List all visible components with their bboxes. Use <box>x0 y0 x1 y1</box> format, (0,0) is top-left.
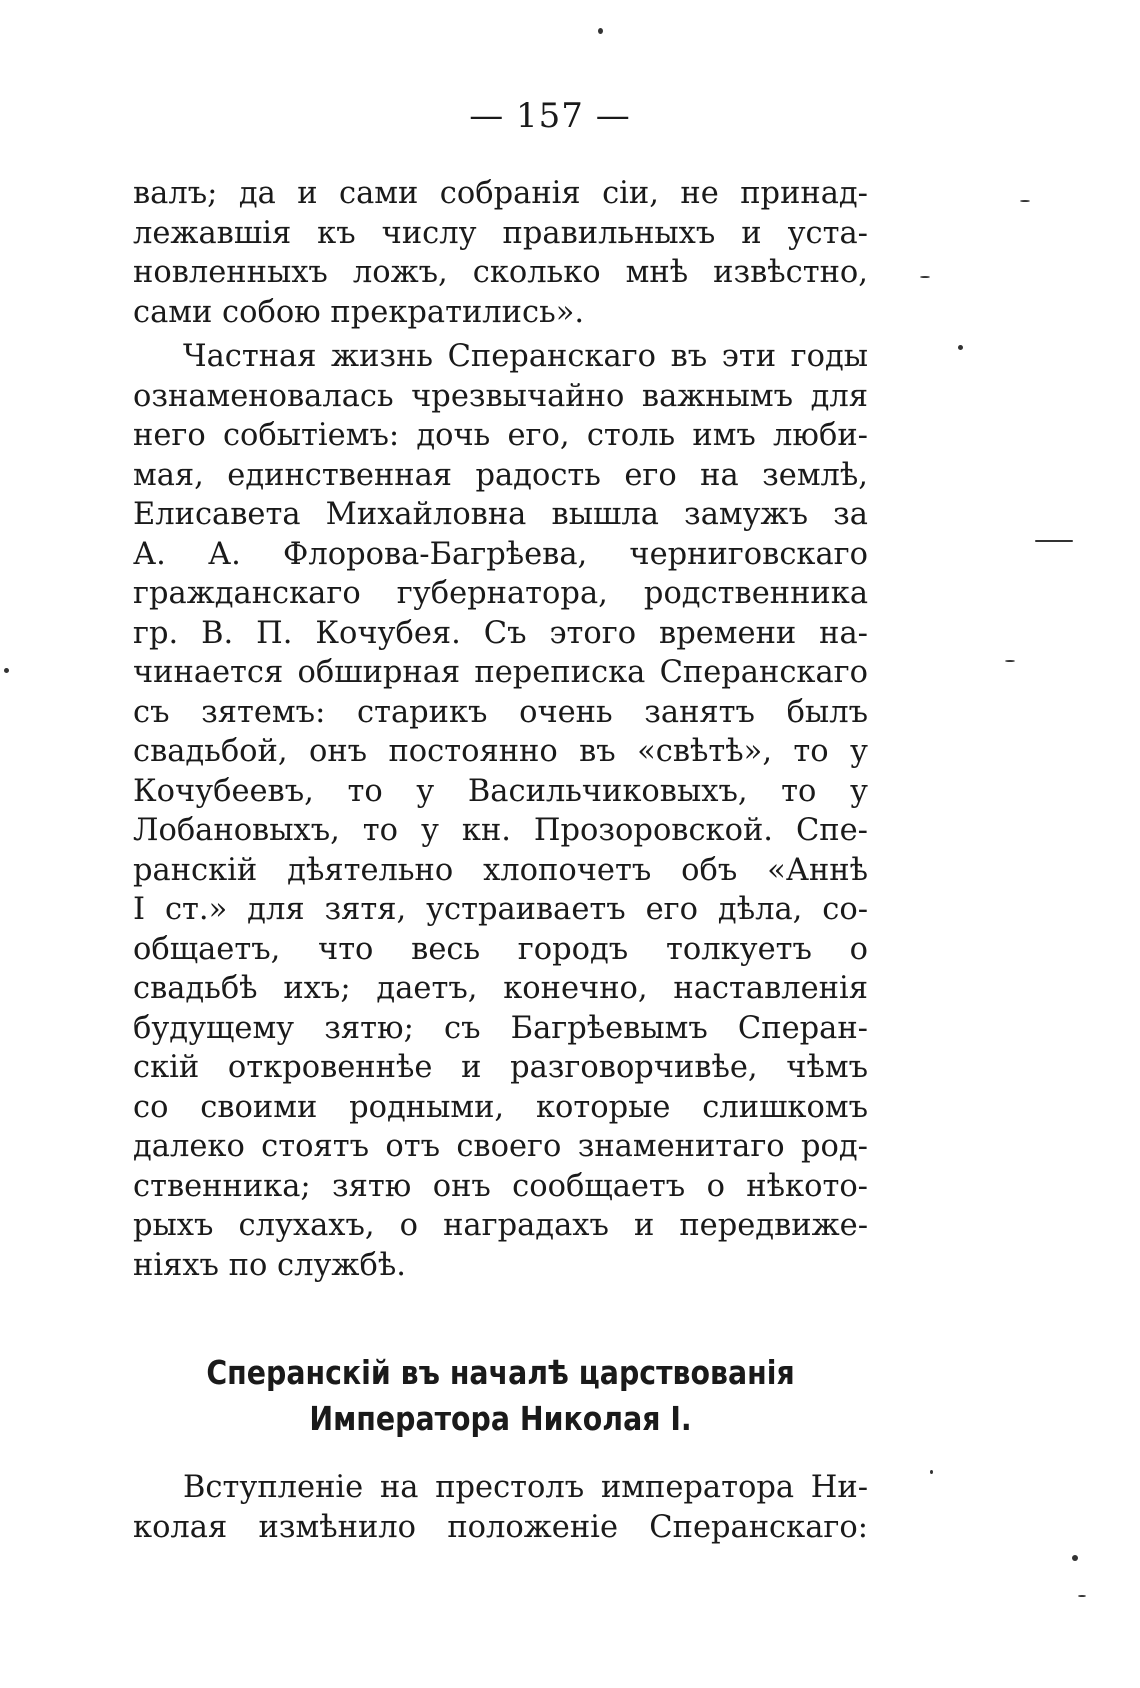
text-line: Вступленіе на престолъ императора Ни- <box>183 1470 868 1505</box>
text-line: съ зятемъ: старикъ очень занятъ былъ <box>133 694 868 730</box>
text-line: колая измѣнило положеніе Сперанскаго: <box>133 1509 868 1545</box>
text-line: ознаменовалась чрезвычайно важнымъ для <box>133 378 868 414</box>
text-line: А. А. Флорова-Багрѣева, черниговскаго <box>133 536 868 572</box>
heading-line: Сперанскій въ началѣ царствованія <box>206 1353 795 1392</box>
paragraph-private-life <box>133 337 868 1285</box>
text-line: Частная жизнь Сперанскаго въ эти годы <box>183 339 868 374</box>
scan-speck <box>920 276 930 278</box>
text-line: лежавшія къ числу правильныхъ и уста- <box>133 215 868 251</box>
scan-speck <box>1005 660 1015 662</box>
text-line: со своими родными, которые слишкомъ <box>133 1089 868 1125</box>
heading-line: Императора Николая I. <box>309 1399 692 1438</box>
text-line: ранскій дѣятельно хлопочетъ объ «Аннѣ <box>133 852 868 888</box>
scan-speck <box>1072 1555 1078 1561</box>
text-line: него событіемъ: дочь его, столь имъ люби- <box>133 418 868 453</box>
page-number: — 157 — <box>469 96 631 136</box>
text-line: рыхъ слухахъ, о наградахъ и передвиже- <box>133 1208 868 1243</box>
text-line: скій откровеннѣе и разговорчивѣе, чѣмъ <box>133 1050 868 1085</box>
paragraph-continuation <box>133 174 868 332</box>
text-line: свадьбой, онъ постоянно въ «свѣтѣ», то у <box>133 734 868 769</box>
text-line: общаетъ, что весь городъ толкуетъ о <box>133 931 868 967</box>
text-line: будущему зятю; съ Багрѣевымъ Сперан- <box>133 1010 868 1046</box>
text-line: ственника; зятю онъ сообщаетъ о нѣкото- <box>133 1168 868 1204</box>
scan-speck <box>598 28 603 34</box>
text-line: ніяхъ по службѣ. <box>133 1247 406 1283</box>
scan-speck <box>958 345 963 350</box>
text-line: чинается обширная переписка Сперанскаго <box>133 655 868 690</box>
text-line: Кочубеевъ, то у Васильчиковыхъ, то у <box>133 773 868 809</box>
scan-speck <box>1078 1595 1086 1597</box>
scan-speck <box>1035 540 1073 542</box>
text-line: Елисавета Михайловна вышла замужъ за <box>133 497 868 532</box>
paragraph-accession <box>133 1468 868 1547</box>
scan-speck <box>4 668 9 673</box>
text-line: мая, единственная радость его на землѣ, <box>133 457 868 493</box>
scan-speck <box>930 1470 933 1474</box>
scan-speck <box>1020 200 1030 202</box>
text-line: свадьбѣ ихъ; даетъ, конечно, наставленія <box>133 971 868 1006</box>
text-line: далеко стоятъ отъ своего знаменитаго род- <box>133 1129 868 1164</box>
text-line: I ст.» для зятя, устраиваетъ его дѣла, со- <box>133 892 868 927</box>
section-heading <box>184 1350 816 1442</box>
text-line: Лобановыхъ, то у кн. Прозоровской. Спе- <box>133 813 868 848</box>
text-line: гражданскаго губернатора, родственника <box>133 576 868 611</box>
text-line: валъ; да и сами собранія сіи, не принад- <box>133 176 868 211</box>
text-line: гр. В. П. Кочубея. Съ этого времени на- <box>133 615 868 651</box>
text-line: новленныхъ ложъ, сколько мнѣ извѣстно, <box>133 255 868 290</box>
text-line: сами собою прекратились». <box>133 294 585 330</box>
